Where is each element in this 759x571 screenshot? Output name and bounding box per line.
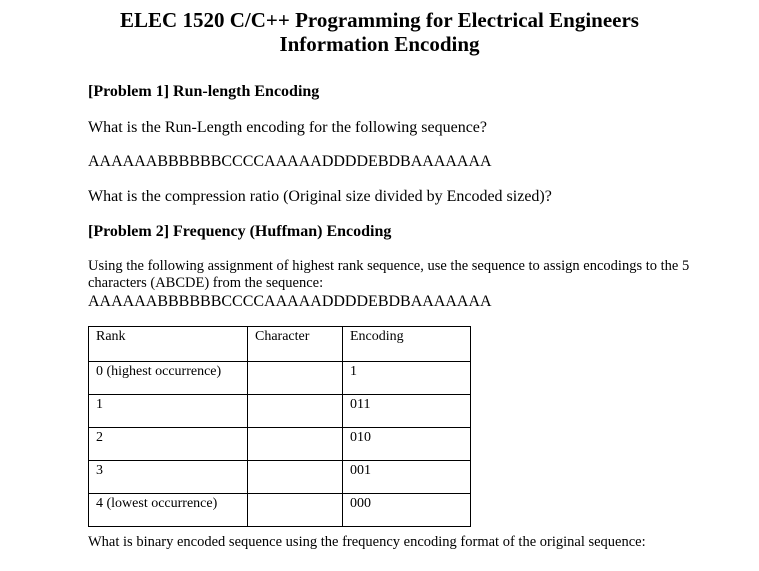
table-row bbox=[89, 494, 471, 527]
document-title-line1: ELEC 1520 C/C++ Programming for Electrical Engineers bbox=[120, 8, 639, 32]
table-cell-character[interactable] bbox=[248, 494, 343, 527]
problem2-question: What is binary encoded sequence using the frequency encoding format of the original sequence: bbox=[88, 534, 646, 550]
table-cell-character[interactable] bbox=[248, 428, 343, 461]
problem1-question2: What is the compression ratio (Original size divided by Encoded sized)? bbox=[88, 188, 552, 205]
table-row bbox=[89, 461, 471, 494]
table-cell-rank: 4 (lowest occurrence) bbox=[89, 494, 248, 527]
table-row bbox=[89, 362, 471, 395]
problem2-heading: [Problem 2] Frequency (Huffman) Encoding bbox=[88, 223, 392, 240]
table-cell-encoding: 000 bbox=[343, 494, 471, 527]
table-cell-encoding: 011 bbox=[343, 395, 471, 428]
table-header-row bbox=[89, 327, 471, 362]
problem1-question1: What is the Run-Length encoding for the following sequence? bbox=[88, 119, 487, 136]
table-row bbox=[89, 395, 471, 428]
table-cell-rank: 0 (highest occurrence) bbox=[89, 362, 248, 395]
problem1-sequence: AAAAAABBBBBBCCCCAAAAADDDDEBDBAAAAAAA bbox=[88, 153, 492, 170]
table-cell-encoding: 1 bbox=[343, 362, 471, 395]
table-cell-character[interactable] bbox=[248, 395, 343, 428]
table-cell-rank: 1 bbox=[89, 395, 248, 428]
table-cell-encoding: 010 bbox=[343, 428, 471, 461]
table-header-encoding: Encoding bbox=[343, 327, 471, 362]
table-row bbox=[89, 428, 471, 461]
table-header-rank: Rank bbox=[89, 327, 248, 362]
rank-encoding-table bbox=[88, 326, 471, 527]
document-title-line2: Information Encoding bbox=[279, 32, 480, 56]
problem1-heading: [Problem 1] Run-length Encoding bbox=[88, 83, 320, 100]
table-header-character: Character bbox=[248, 327, 343, 362]
table-cell-character[interactable] bbox=[248, 461, 343, 494]
problem2-instructions: Using the following assignment of highest rank sequence, use the sequence to assign encodings to the 5 characters (ABCDE) from the sequence: bbox=[88, 258, 690, 291]
table-cell-rank: 2 bbox=[89, 428, 248, 461]
table-cell-rank: 3 bbox=[89, 461, 248, 494]
problem2-sequence: AAAAAABBBBBBCCCCAAAAADDDDEBDBAAAAAAA bbox=[88, 293, 492, 310]
table-cell-character[interactable] bbox=[248, 362, 343, 395]
table-cell-encoding: 001 bbox=[343, 461, 471, 494]
